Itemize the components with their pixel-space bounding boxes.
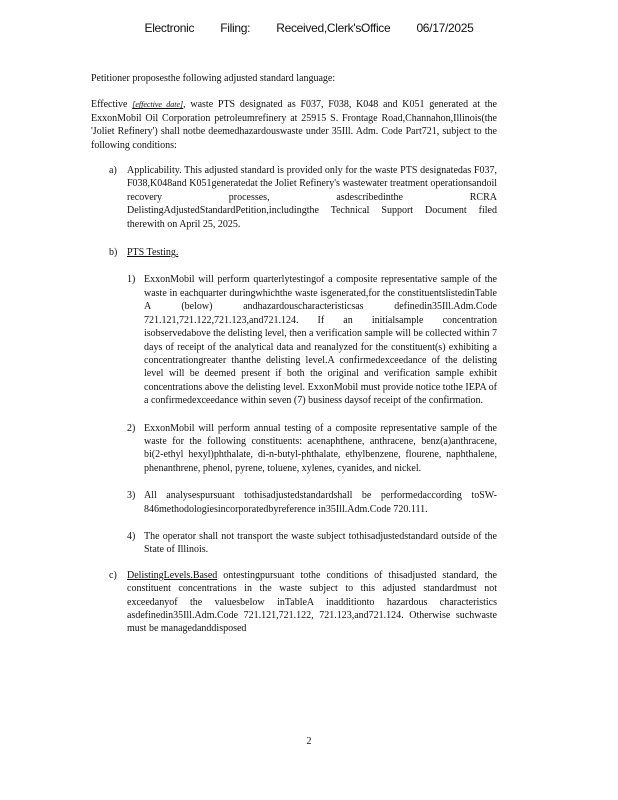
header-received: Received,Clerk'sOffice xyxy=(276,21,391,35)
header-date: 06/17/2025 xyxy=(416,21,474,35)
condition-a-text: Applicability. This adjusted standard is provided only for the waste PTS designatedas F037, F038,K048and K051generatedat the Joliet Refinery's wastewater treatment operationsandoil recovery processes, asdescribedinthe RCRA DelistingAdjustedStandardPetition,includingthe Technical Support Document filed therewith on April 25, 2025. xyxy=(127,165,497,230)
condition-b2 xyxy=(91,422,497,476)
page-number: 2 xyxy=(306,736,312,747)
condition-b3-marker: 3) xyxy=(127,490,136,502)
condition-c-text: ontestingpursuant tothe conditions of thisadjusted standard, the constituent concentrations in the waste subject to this adjusted standardmust not exceedanyof the valuesbelow inTableA inadditionto hazardous characteristics asdefinedin35Ill.Adm.Code 721.121,721.122, 721.123,and721.124. Otherwise suchwaste must be managedanddisposed xyxy=(127,569,497,635)
condition-b4 xyxy=(91,530,497,557)
header-filing: Filing: xyxy=(220,21,251,35)
effective-word: Effective xyxy=(91,99,128,111)
condition-b4-marker: 4) xyxy=(127,530,136,542)
condition-b4-text: The operator shall not transport the waste subject tothisadjustedstandard outside of the State of Illinois. xyxy=(144,530,497,556)
condition-c-marker: c) xyxy=(109,569,117,581)
condition-b3 xyxy=(91,489,497,516)
condition-b xyxy=(91,246,497,259)
condition-b1-marker: 1) xyxy=(127,274,136,286)
condition-a-marker: a) xyxy=(109,165,117,177)
condition-b2-marker: 2) xyxy=(127,422,136,434)
condition-a xyxy=(91,164,497,231)
effective-text: , waste PTS designated as F037, F038, K048 and K051 generated at the ExxonMobil Oil Corporation petroleumrefinery at 25915 S. Frontage Road,Channahon,Illinois(the 'Joliet Refinery') shall notbe deemedhazardouswaste under 35Ill. Adm. Code Part721, subject to the following conditions: xyxy=(91,99,497,151)
effective-paragraph xyxy=(91,98,497,152)
condition-b1 xyxy=(91,273,497,407)
header-electronic: Electronic xyxy=(144,21,195,35)
condition-c-title: DelistingLevels.Based xyxy=(127,569,218,581)
effective-date-placeholder: [effective date] xyxy=(132,100,184,110)
intro-paragraph: Petitioner proposesthe following adjusted standard language: xyxy=(91,73,336,84)
condition-b3-text: All analysespursuant tothisadjustedstandardshall be performedaccording toSW-846methodologiesincorporatedbyreference in35Ill.Adm.Code 720.111. xyxy=(144,490,497,515)
condition-b-title: PTS Testing. xyxy=(127,247,179,259)
condition-b-marker: b) xyxy=(109,247,118,259)
document-body xyxy=(91,72,497,636)
condition-b1-text: ExxonMobil will perform quarterlytestingof a composite representative sample of the waste in eachquarter duringwhichthe waste isgenerated,for the constituentslistedinTable A (below) andhazardouscharacteristicsas definedin35Ill.Adm.Code 721.121,721.122,721.123,and721.124. If an initialsample concentration isobservedabove the delisting level, then a verification sample will be collected within 7 days of receipt of the analytical data and reanalyzed for the constituent(s) exhibiting a concentrationgreater thanthe delisting level.A confirmedexceedance of the delisting level will be deemed present if both the original and verification sample exhibit concentrations above the delisting level. ExxonMobil must provide notice tothe IEPA of a confirmedexceedance within seven (7) business daysof receipt of the confirmation. xyxy=(144,274,497,407)
condition-b2-text: ExxonMobil will perform annual testing of a composite representative sample of the waste for the following constituents: acenaphthene, anthracene, benz(a)anthracene, bi(2-ethyl hexyl)phthalate, di-n-butyl-phthalate, ethylbenzene, flourene, naphthalene, phenanthrene, phenol, pyrene, toluene, xylenes, cyanides, and nickel. xyxy=(144,422,497,474)
filing-header xyxy=(0,21,618,35)
condition-c xyxy=(91,569,497,636)
